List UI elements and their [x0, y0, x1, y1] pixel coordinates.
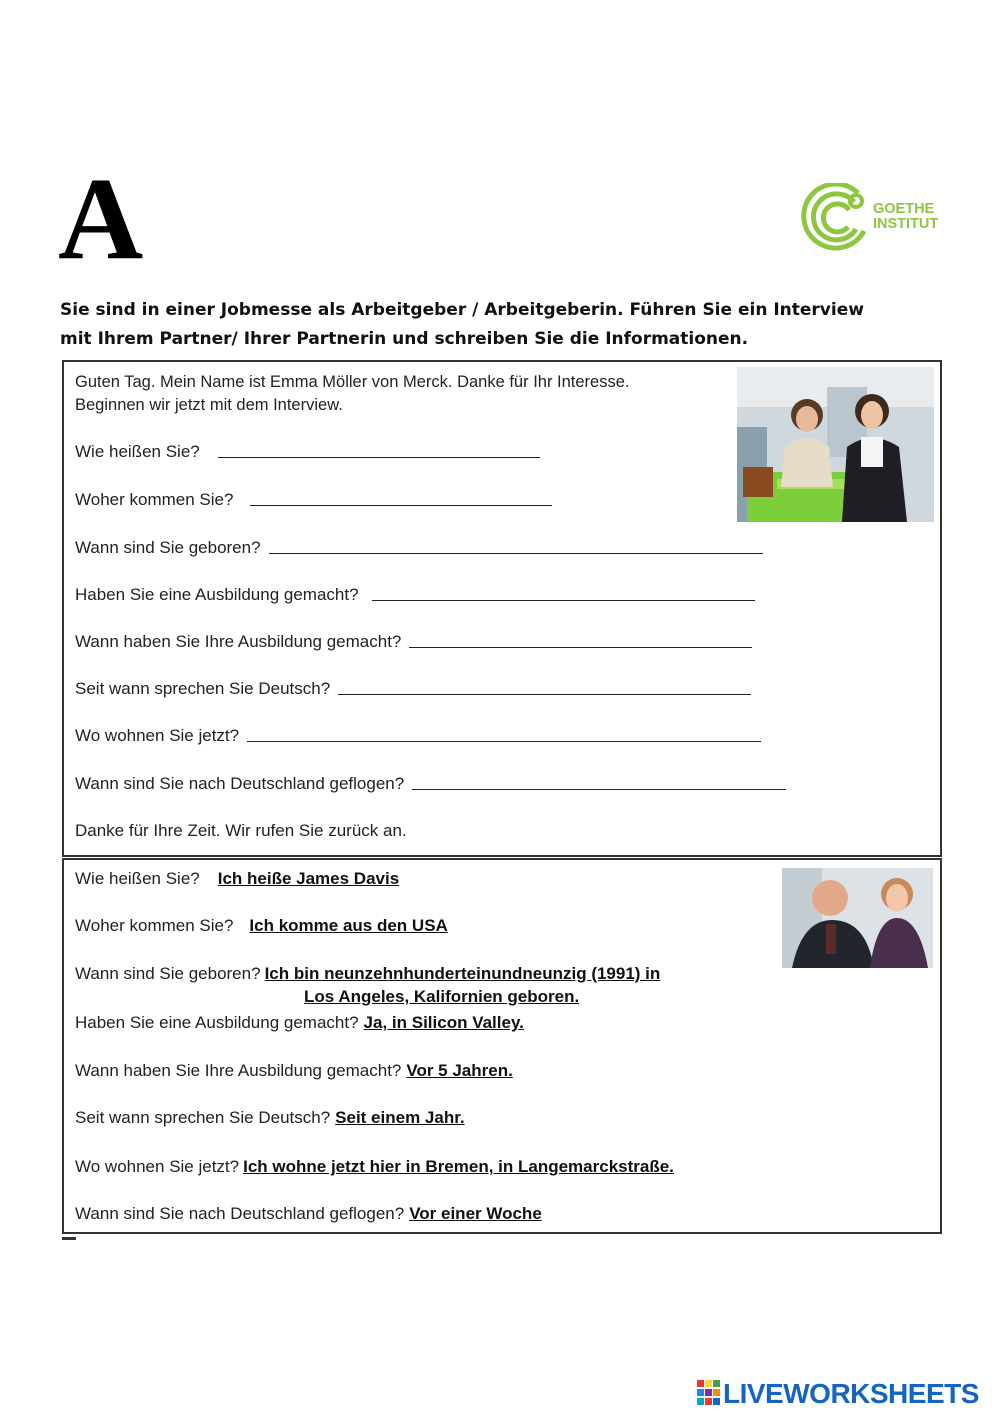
liveworksheets-logo-icon	[697, 1380, 721, 1406]
job-fair-photo	[737, 367, 934, 522]
liveworksheets-brand	[697, 1378, 993, 1410]
interview-photo	[782, 868, 933, 968]
question-birth: Wann sind Sie geboren?	[75, 538, 261, 557]
answer-flight: Vor einer Woche	[409, 1204, 542, 1223]
question-flight: Wann sind Sie nach Deutschland geflogen?	[75, 774, 405, 793]
task-instruction: Sie sind in einer Jobmesse als Arbeitgeber / Arbeitgeberin. Führen Sie ein Interview mit Ihrem Partner/ Ihrer Partnerin und schreiben Sie die Informationen.	[60, 300, 864, 349]
answer-name: Ich heiße James Davis	[217, 869, 400, 888]
answer-blank-birth[interactable]	[269, 552, 763, 554]
interview-questions-box	[62, 360, 942, 857]
answer-origin: Ich komme aus den USA	[249, 916, 448, 935]
answer-blank-flight[interactable]	[412, 788, 786, 790]
stray-mark	[62, 1237, 76, 1240]
answer-training-when: Vor 5 Jahren.	[406, 1061, 513, 1080]
answered-question-birth: Wann sind Sie geboren?	[75, 964, 261, 983]
interview-answers-box	[62, 858, 942, 1234]
answer-residence: Ich wohne jetzt hier in Bremen, in Langemarckstraße.	[243, 1157, 674, 1176]
answered-question-name: Wie heißen Sie?	[75, 869, 200, 888]
interview-closing: Danke für Ihre Zeit. Wir rufen Sie zurück an.	[75, 821, 407, 840]
answered-question-origin: Woher kommen Sie?	[75, 916, 234, 935]
answer-birth: Ich bin neunzehnhunderteinundneunzig (1991) in	[264, 964, 661, 983]
logo-line-1: GOETHE	[873, 201, 935, 217]
answer-german-since: Seit einem Jahr.	[335, 1108, 465, 1127]
answer-blank-german-since[interactable]	[338, 693, 751, 695]
answer-blank-training[interactable]	[372, 599, 755, 601]
answered-question-training: Haben Sie eine Ausbildung gemacht?	[75, 1013, 359, 1032]
liveworksheets-wordmark: LIVEWORKSHEETS	[723, 1378, 979, 1409]
question-origin: Woher kommen Sie?	[75, 490, 234, 509]
answer-blank-training-when[interactable]	[409, 646, 752, 648]
interview-intro: Guten Tag. Mein Name ist Emma Möller von Merck. Danke für Ihr Interesse. Beginnen wir jetzt mit dem Interview.	[75, 373, 630, 414]
question-training: Haben Sie eine Ausbildung gemacht?	[75, 585, 359, 604]
section-letter: A	[58, 153, 144, 284]
answer-blank-origin[interactable]	[250, 504, 552, 506]
question-residence: Wo wohnen Sie jetzt?	[75, 726, 240, 745]
answer-birth-line-2: Los Angeles, Kalifornien geboren.	[304, 987, 580, 1006]
answered-question-training-when: Wann haben Sie Ihre Ausbildung gemacht?	[75, 1061, 402, 1080]
goethe-institut-logo	[798, 183, 948, 253]
goethe-spiral-icon	[798, 183, 872, 253]
question-name: Wie heißen Sie?	[75, 442, 200, 461]
answer-blank-name[interactable]	[218, 456, 540, 458]
logo-line-2: INSTITUT	[873, 216, 939, 232]
answer-blank-residence[interactable]	[247, 740, 761, 742]
question-training-when: Wann haben Sie Ihre Ausbildung gemacht?	[75, 632, 402, 651]
answered-question-german-since: Seit wann sprechen Sie Deutsch?	[75, 1108, 331, 1127]
question-german-since: Seit wann sprechen Sie Deutsch?	[75, 679, 331, 698]
answered-question-flight: Wann sind Sie nach Deutschland geflogen?	[75, 1204, 405, 1223]
answered-question-residence: Wo wohnen Sie jetzt?	[75, 1157, 240, 1176]
answer-training: Ja, in Silicon Valley.	[363, 1013, 524, 1032]
